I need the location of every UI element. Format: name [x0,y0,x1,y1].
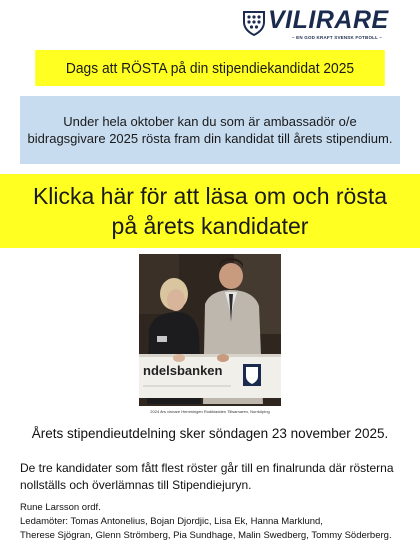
members-line-1: Ledamöter: Tomas Antonelius, Bojan Djordjic, Lisa Ek, Hanna Marklund, [20,516,323,527]
winner-photo [139,254,281,406]
vote-headline-banner: Dags att RÖSTA på din stipendiekandidat 2025 [35,50,385,86]
voting-info-text: Under hela oktober kan du som är ambassadör o/e bidragsgivare 2025 rösta fram din kandidat till årets stipendium. [27,114,393,146]
chair-name: Rune Larsson ordf. [20,502,101,513]
read-and-vote-link[interactable] [0,174,420,248]
ceremony-date-text: Årets stipendieutdelning sker söndagen 23 november 2025. [31,426,389,441]
members-line-2: Therese Sjögran, Glenn Strömberg, Pia Sundhage, Malin Swedberg, Tommy Söderberg. [20,530,392,541]
logo-wordmark: VILIRARE [268,6,389,34]
photo-caption: 2024 års vinnare Hemmingen Rodikladden Tillsarnaren, Norrköping [150,409,270,414]
read-and-vote-text: Klicka här för att läsa om och rösta på årets kandidater [32,183,388,239]
vilirare-logo [242,8,402,44]
check-bank-text: ndelsbanken [143,363,223,378]
shield-icon [242,10,266,36]
winner-photo-illustration [139,254,281,406]
signature-block [20,501,410,543]
logo-tagline: – EN GOD KRAFT SVENSK FOTBOLL – [292,35,383,40]
voting-info-box [20,96,400,164]
final-round-text: De tre kandidater som fått flest röster går till en finalrunda där rösterna nollställs och överlämnas till Stipendiejuryn. [20,461,394,492]
